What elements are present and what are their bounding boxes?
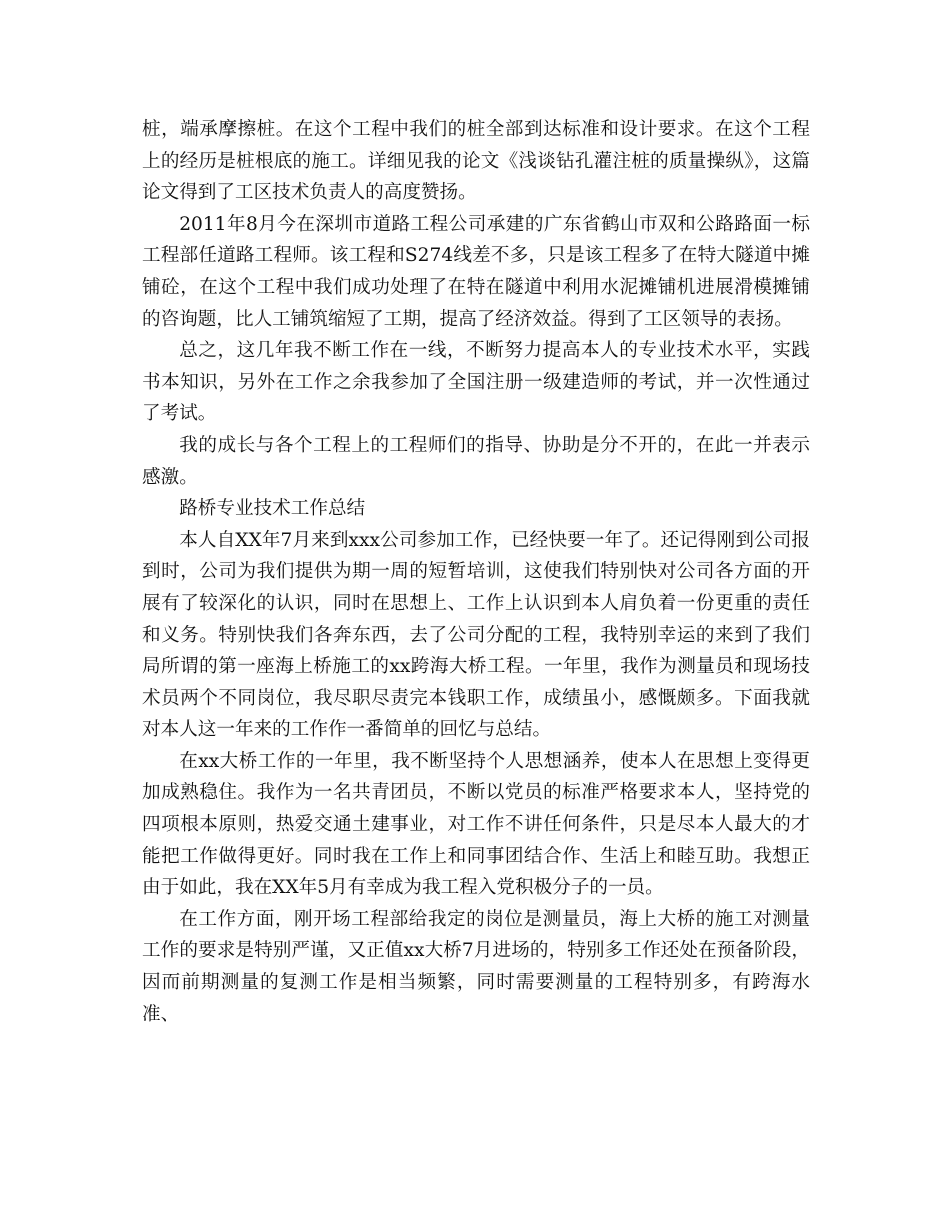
paragraph-2: 2011年8月今在深圳市道路工程公司承建的广东省鹤山市双和公路路面一标工程部任道路工程师。该工程和S274线差不多，只是该工程多了在特大隧道中摊铺砼，在这个工程中我们成功处理了在特在隧道中利用水泥摊铺机进展滑模摊铺的咨询题，比人工铺筑缩短了工期，提高了经济效益。得到了工区领导的表扬。 <box>142 213 810 330</box>
document-body <box>142 114 810 1030</box>
section-title: 路桥专业技术工作总结 <box>179 498 366 520</box>
paragraph-6: 在xx大桥工作的一年里，我不断坚持个人思想涵养，使本人在思想上变得更加成熟稳住。我作为一名共青团员，不断以党员的标准严格要求本人，坚持党的四项根本原则，热爱交通土建事业，对工作不讲任何条件，只是尽本人最大的才能把工作做得更好。同时我在工作上和同事团结合作、生活上和睦互助。我想正由于如此，我在XX年5月有幸成为我工程入党积极分子的一员。 <box>142 750 810 899</box>
paragraph-7: 在工作方面，刚开场工程部给我定的岗位是测量员，海上大桥的施工对测量工作的要求是特别严谨，又正值xx大桥7月进场的，特别多工作还处在预备阶段，因而前期测量的复测工作是相当频繁，同时需要测量的工程特别多，有跨海水准、 <box>142 908 810 1025</box>
paragraph-4: 我的成长与各个工程上的工程师们的指导、协助是分不开的，在此一并表示感激。 <box>142 434 810 488</box>
paragraph-3: 总之，这几年我不断工作在一线，不断努力提高本人的专业技术水平，实践书本知识，另外在工作之余我参加了全国注册一级建造师的考试，并一次性通过了考试。 <box>142 340 810 425</box>
paragraph-5: 本人自XX年7月来到xxx公司参加工作，已经快要一年了。还记得刚到公司报到时，公司为我们提供为期一周的短暂培训，这使我们特别快对公司各方面的开展有了较深化的认识，同时在思想上、工作上认识到本人肩负着一份更重的责任和义务。特别快我们各奔东西，去了公司分配的工程，我特别幸运的来到了我们局所谓的第一座海上桥施工的xx跨海大桥工程。一年里，我作为测量员和现场技术员两个不同岗位，我尽职尽责完本钱职工作，成绩虽小，感慨颇多。下面我就对本人这一年来的工作作一番简单的回忆与总结。 <box>142 529 810 741</box>
paragraph-1: 桩，端承摩擦桩。在这个工程中我们的桩全部到达标准和设计要求。在这个工程上的经历是桩根底的施工。详细见我的论文《浅谈钻孔灌注桩的质量操纵》，这篇论文得到了工区技术负责人的高度赞扬。 <box>142 119 810 204</box>
